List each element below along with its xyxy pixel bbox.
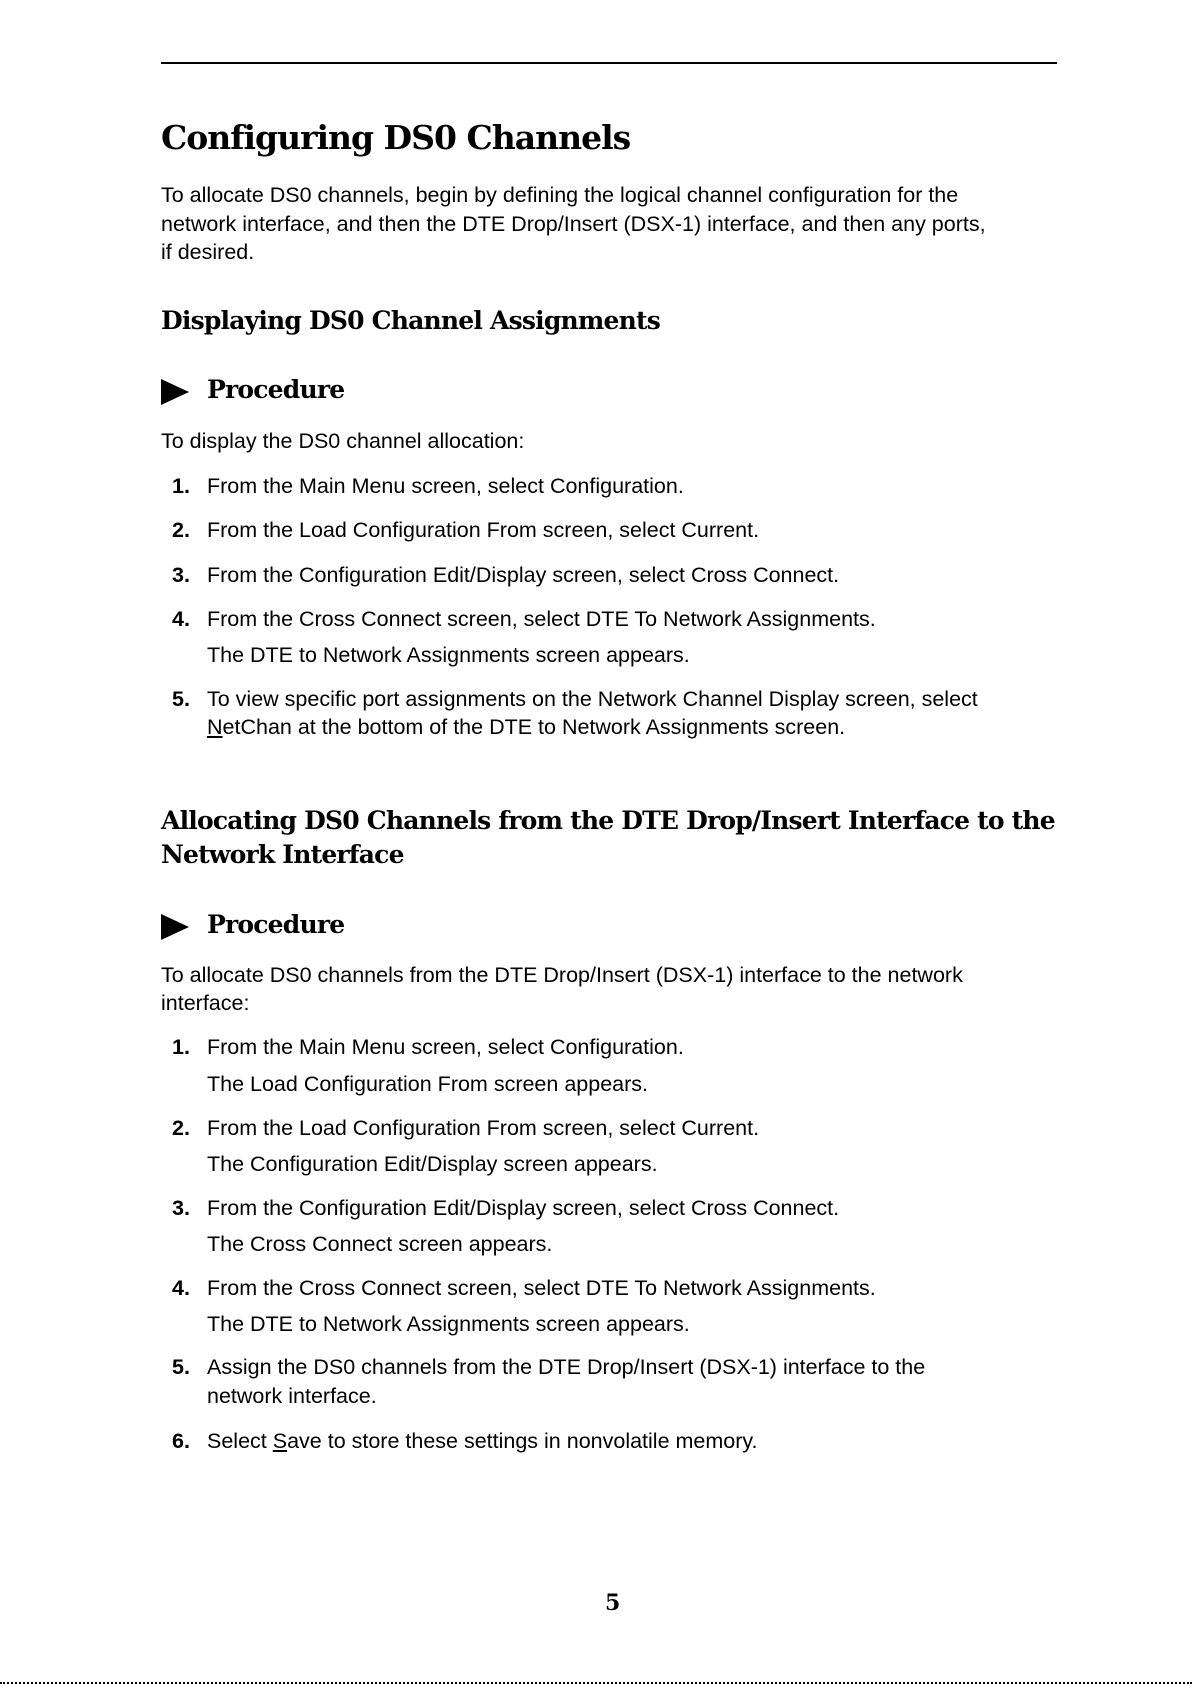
hotkey: N <box>207 715 223 739</box>
step-text: From the Configuration Edit/Display screen, select Cross Connect. <box>207 563 840 587</box>
step-result: The Load Configuration From screen appears. <box>207 1072 648 1096</box>
step-text: From the Main Menu screen, select Configuration. <box>207 1035 684 1059</box>
step-result: The DTE to Network Assignments screen appears. <box>207 1312 690 1336</box>
intro-line: network interface, and then the DTE Drop/Insert (DSX-1) interface, and then any ports, <box>161 212 986 236</box>
section-heading: Allocating DS0 Channels from the DTE Drop/Insert Interface to the <box>161 806 1055 835</box>
step-result: The Cross Connect screen appears. <box>207 1232 553 1256</box>
step-number: 1. <box>172 474 190 498</box>
step-text-continued: network interface. <box>207 1384 377 1408</box>
step-result: The Configuration Edit/Display screen appears. <box>207 1152 658 1176</box>
step-number: 6. <box>172 1429 190 1453</box>
step-number: 4. <box>172 607 190 631</box>
step-text: From the Cross Connect screen, select DTE To Network Assignments. <box>207 607 876 631</box>
step-number: 3. <box>172 1196 190 1220</box>
step-text: Assign the DS0 channels from the DTE Drop/Insert (DSX-1) interface to the <box>207 1355 926 1379</box>
step-number: 5. <box>172 1355 190 1379</box>
page-bottom-border <box>0 1682 1192 1686</box>
page-number: 5 <box>605 1590 621 1616</box>
section-heading: Displaying DS0 Channel Assignments <box>161 306 661 335</box>
triangle-bullet-icon <box>161 914 189 940</box>
step-text: From the Configuration Edit/Display screen, select Cross Connect. <box>207 1196 840 1220</box>
step-result: The DTE to Network Assignments screen appears. <box>207 643 690 667</box>
procedure-lead: To display the DS0 channel allocation: <box>161 429 525 453</box>
section-heading: Network Interface <box>161 840 404 869</box>
step-text-rest: etChan at the bottom of the DTE to Network Assignments screen. <box>222 715 846 739</box>
procedure-heading <box>161 908 344 942</box>
hotkey: S <box>272 1429 288 1453</box>
procedure-lead: To allocate DS0 channels from the DTE Drop/Insert (DSX-1) interface to the network <box>161 963 963 987</box>
step-text-rest: ave to store these settings in nonvolatile memory. <box>287 1429 758 1453</box>
procedure-label: Procedure <box>207 375 345 404</box>
step-number: 1. <box>172 1035 190 1059</box>
step-text: To view specific port assignments on the Network Channel Display screen, select <box>207 687 978 711</box>
intro-line: if desired. <box>161 240 255 264</box>
step-number: 3. <box>172 563 190 587</box>
step-text-pre: Select <box>207 1429 273 1453</box>
step-text: From the Load Configuration From screen, select Current. <box>207 1116 760 1140</box>
step-text-continued <box>207 713 845 741</box>
step-number: 2. <box>172 1116 190 1140</box>
step-number: 4. <box>172 1276 190 1300</box>
step-text: From the Load Configuration From screen, select Current. <box>207 518 760 542</box>
page-title: Configuring DS0 Channels <box>161 118 631 157</box>
procedure-heading <box>161 373 344 407</box>
step-text: From the Main Menu screen, select Configuration. <box>207 474 684 498</box>
procedure-lead: interface: <box>161 991 250 1015</box>
procedure-label: Procedure <box>207 910 345 939</box>
step-text: From the Cross Connect screen, select DTE To Network Assignments. <box>207 1276 876 1300</box>
step-number: 2. <box>172 518 190 542</box>
step-text <box>207 1427 758 1455</box>
triangle-bullet-icon <box>161 379 189 405</box>
intro-line: To allocate DS0 channels, begin by defining the logical channel configuration for the <box>161 183 959 207</box>
step-number: 5. <box>172 687 190 711</box>
header-rule <box>161 62 1057 64</box>
